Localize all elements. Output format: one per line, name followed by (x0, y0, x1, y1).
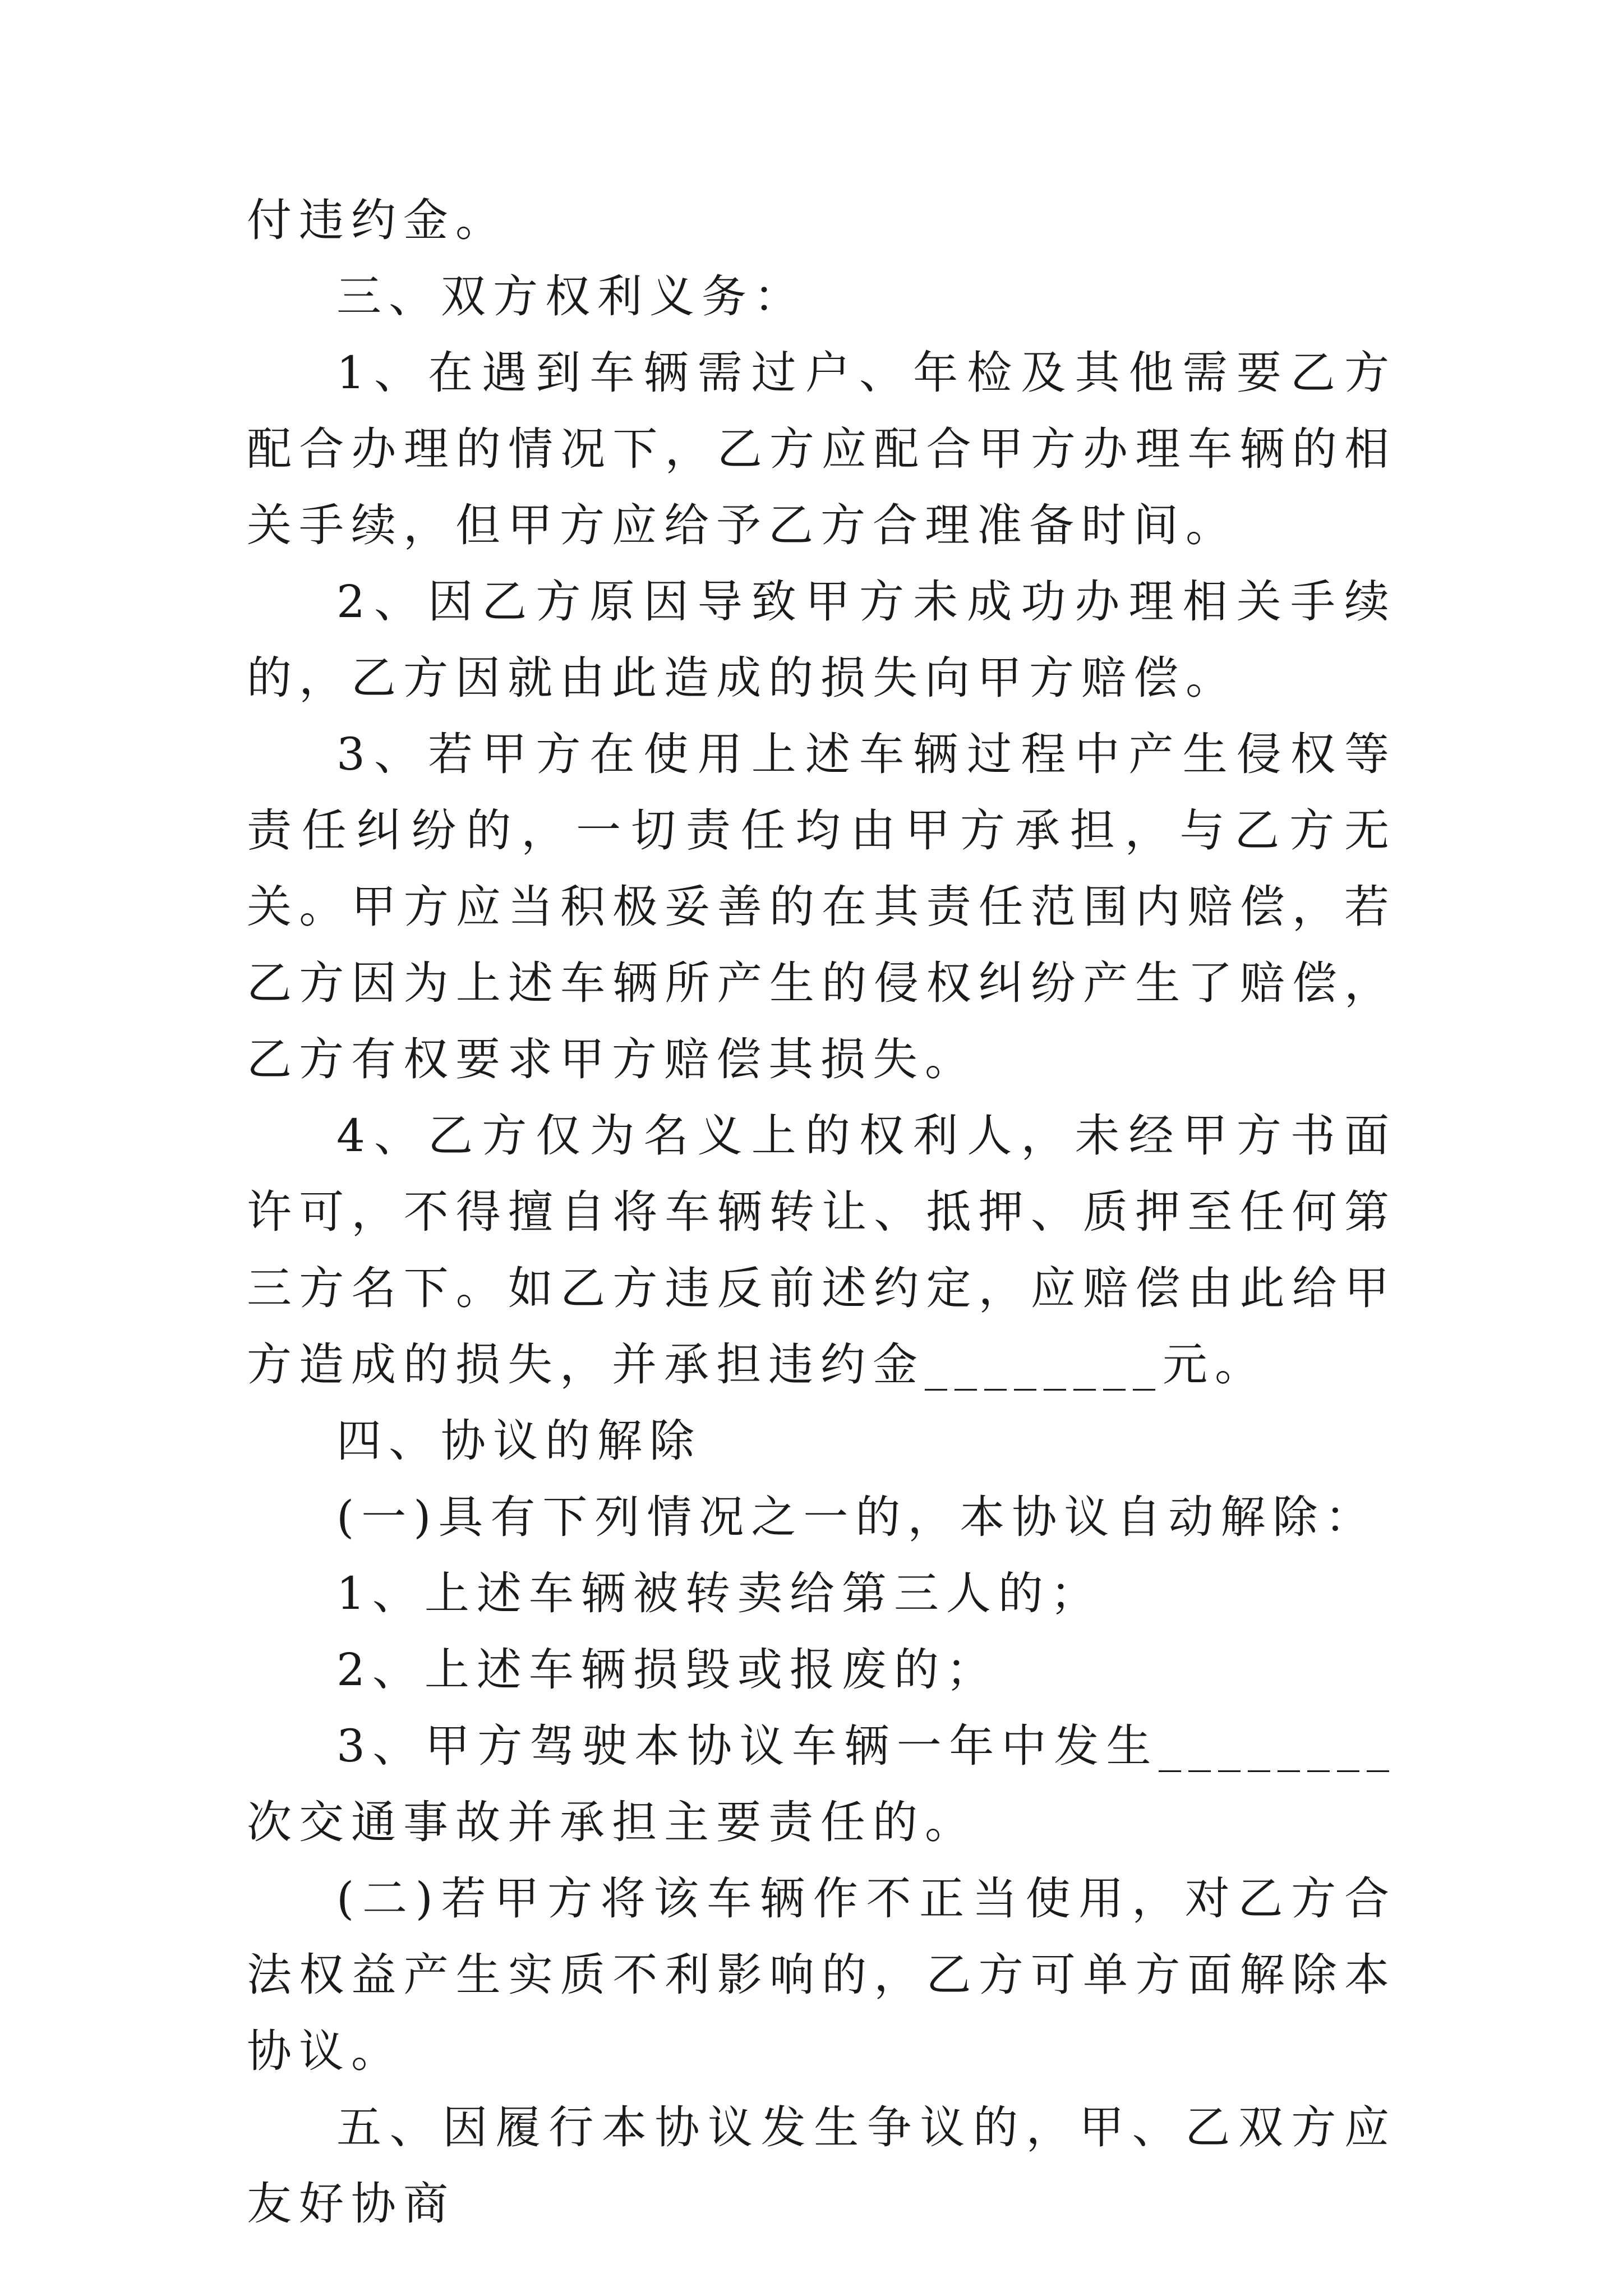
paragraph-continuation: 付违约金。 (247, 194, 508, 246)
subsection-4-2: (二)若甲方将该车辆作不正当使用，对乙方合法权益产生实质不利影响的，乙方可单方面解除本协议。 (247, 1872, 1396, 2077)
clause-3-2: 2、因乙方原因导致甲方未成功办理相关手续的，乙方因就由此造成的损失向甲方赔偿。 (247, 576, 1396, 704)
subsection-4-1: (一)具有下列情况之一的，本协议自动解除： (336, 1491, 1377, 1543)
clause-4-1-2: 2、上述车辆损毁或报废的； (336, 1644, 998, 1696)
clause-3-3: 3、若甲方在使用上述车辆过程中产生侵权等责任纠纷的，一切责任均由甲方承担，与乙方无关。甲方应当积极妥善的在其责任范围内赔偿，若乙方因为上述车辆所产生的侵权纠纷产生了赔偿，乙方有权要求甲方赔偿其损失。 (247, 728, 1396, 1085)
clause-4-1-3: 3、甲方驾驶本协议车辆一年中发生________次交通事故并承担主要责任的。 (247, 1720, 1396, 1848)
document-body (247, 182, 1396, 2242)
clause-4-1-1: 1、上述车辆被转卖给第三人的； (336, 1567, 1103, 1619)
section-heading-3: 三、双方权利义务： (336, 270, 806, 323)
clause-3-1: 1、在遇到车辆需过户、年检及其他需要乙方配合办理的情况下，乙方应配合甲方办理车辆的相关手续，但甲方应给予乙方合理准备时间。 (247, 347, 1396, 551)
clause-3-4: 4、乙方仅为名义上的权利人，未经甲方书面许可，不得擅自将车辆转让、抵押、质押至任何第三方名下。如乙方违反前述约定，应赔偿由此给甲方造成的损失，并承担违约金________元。 (247, 1110, 1396, 1391)
section-heading-5: 五、因履行本协议发生争议的，甲、乙双方应友好协商 (247, 2101, 1396, 2230)
section-heading-4: 四、协议的解除 (336, 1415, 702, 1467)
